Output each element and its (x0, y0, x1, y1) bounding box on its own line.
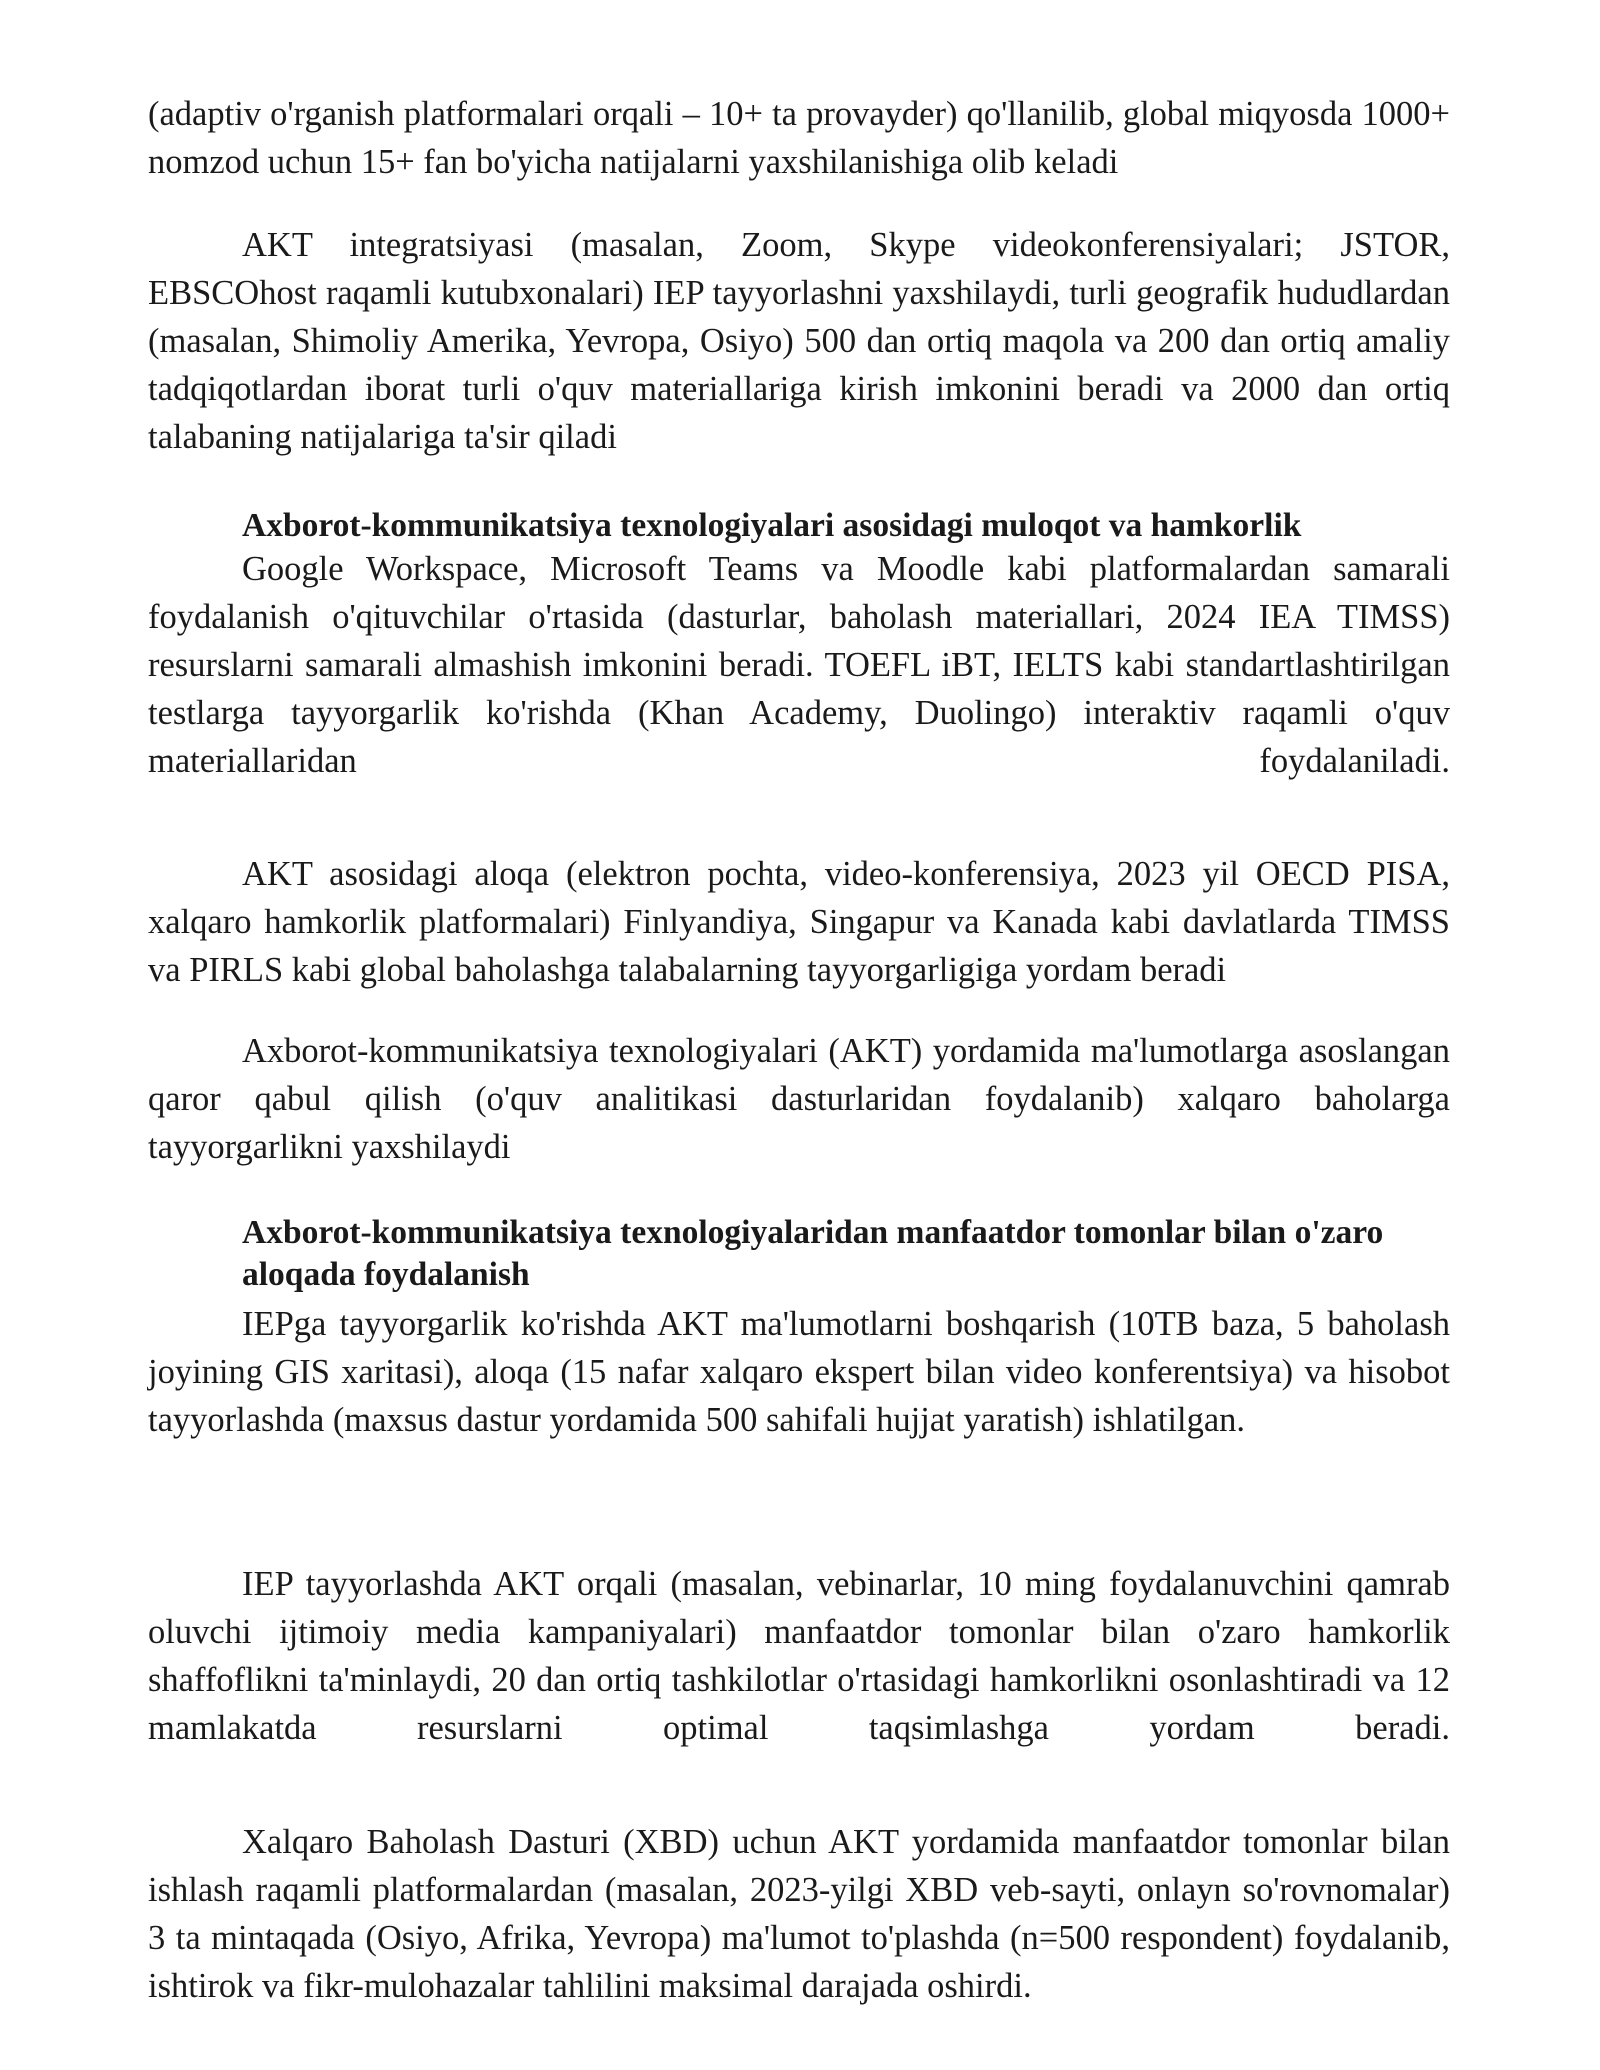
heading-stakeholder-interaction: Axborot-kommunikatsiya texnologiyalaridan manfaatdor tomonlar bilan o'zaro aloqada foydalanish (242, 1214, 1384, 1293)
paragraph-ict-communication: AKT asosidagi aloqa (elektron pochta, video-konferensiya, 2023 yil OECD PISA, xalqaro hamkorlik platformalari) Finlyandiya, Singapur va Kanada kabi davlatlarda TIMSS va PIRLS kabi global baholashga talabalarning tayyorgarligiga yordam beradi (148, 855, 1450, 989)
paragraph-stakeholder-cooperation: IEP tayyorlashda AKT orqali (masalan, vebinarlar, 10 ming foydalanuvchini qamrab oluvchi ijtimoiy media kampaniyalari) manfaatdor tomonlar bilan o'zaro hamkorlik shaffoflikni ta'minlaydi, 20 dan ortiq tashkilotlar o'rtasidagi hamkorlikni osonlashtiradi va 12 mamlakatda resurslarni optimal taqsimlashga yordam beradi. (148, 1565, 1450, 1747)
paragraph-xbd-program: Xalqaro Baholash Dasturi (XBD) uchun AKT yordamida manfaatdor tomonlar bilan ishlash raqamli platformalardan (masalan, 2023-yilgi XBD veb-sayti, onlayn so'rovnomalar) 3 ta mintaqada (Osiyo, Afrika, Yevropa) ma'lumot to'plashda (n=500 respondent) foydalanib, ishtirok va fikr-mulohazalar tahlilini maksimal darajada oshirdi. (148, 1823, 1450, 2005)
paragraph-iep-preparation: IEPga tayyorgarlik ko'rishda AKT ma'lumotlarni boshqarish (10TB baza, 5 baholash joyining GIS xaritasi), aloqa (15 nafar xalqaro ekspert bilan video konferentsiya) va hisobot tayyorlashda (maxsus dastur yordamida 500 sahifali hujjat yaratish) ishlatilgan. (148, 1305, 1450, 1439)
paragraph-platform-usage: Google Workspace, Microsoft Teams va Moodle kabi platformalardan samarali foydalanish o'qituvchilar o'rtasida (dasturlar, baholash materiallari, 2024 IEA TIMSS) resurslarni samarali almashish imkonini beradi. TOEFL iBT, IELTS kabi standartlashtirilgan testlarga tayyorgarlik ko'rishda (Khan Academy, Duolingo) interaktiv raqamli o'quv materiallaridan foydalaniladi. (148, 550, 1450, 780)
heading-communication-collaboration: Axborot-kommunikatsiya texnologiyalari asosidagi muloqot va hamkorlik (242, 507, 1302, 544)
paragraph-data-driven-decisions: Axborot-kommunikatsiya texnologiyalari (AKT) yordamida ma'lumotlarga asoslangan qaror qabul qilish (o'quv analitikasi dasturlaridan foydalanib) xalqaro baholarga tayyorgarlikni yaxshilaydi (148, 1032, 1450, 1166)
paragraph-adaptive-platforms: (adaptiv o'rganish platformalari orqali – 10+ ta provayder) qo'llanilib, global miqyosda 1000+ nomzod uchun 15+ fan bo'yicha natijalarni yaxshilanishiga olib keladi (148, 95, 1450, 181)
paragraph-ict-integration: AKT integratsiyasi (masalan, Zoom, Skype videokonferensiyalari; JSTOR, EBSCOhost raqamli kutubxonalari) IEP tayyorlashni yaxshilaydi, turli geografik hududlardan (masalan, Shimoliy Amerika, Yevropa, Osiyo) 500 dan ortiq maqola va 200 dan ortiq amaliy tadqiqotlardan iborat turli o'quv materiallariga kirish imkonini beradi va 2000 dan ortiq talabaning natijalariga ta'sir qiladi (148, 226, 1450, 456)
